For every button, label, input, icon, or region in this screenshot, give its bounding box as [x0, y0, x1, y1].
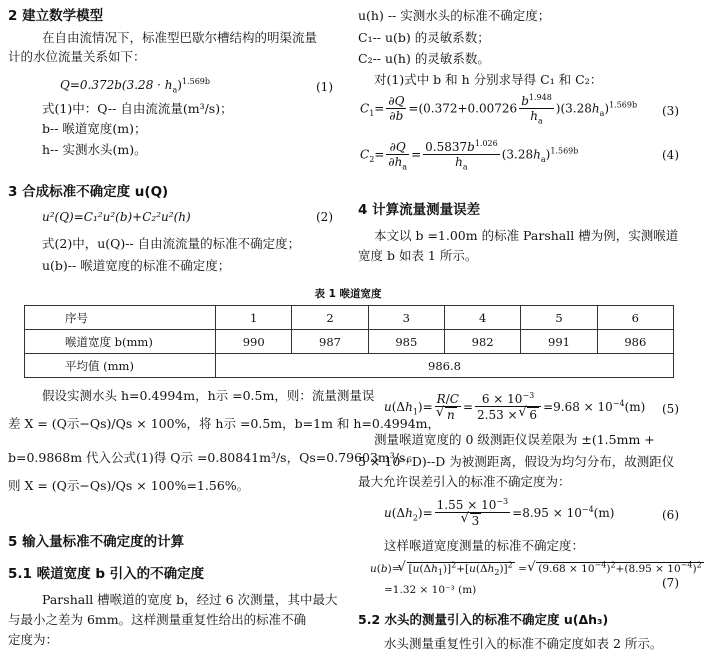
equation-number: (4) [662, 148, 679, 162]
section-5-title: 5 输入量标准不确定度的计算 [8, 534, 185, 550]
table-cell: 3 [368, 306, 444, 330]
table-cell: 986.8 [216, 354, 674, 378]
paragraph-line: 宽度 b 如表 1 所示。 [358, 248, 478, 263]
equation-1-exponent: 1.569b [181, 77, 210, 86]
table-cell: 991 [521, 330, 597, 354]
definition-line: C₂-- u(h) 的灵敏系数。 [358, 51, 490, 66]
paragraph-line: 则 X = (Q示−Qs)/Qs × 100%=1.56%。 [8, 478, 250, 493]
table-row [25, 306, 674, 330]
paragraph-line: b=0.9868m 代入公式(1)得 Q示 =0.80841m³/s，Qs=0.79603m³/s， [8, 450, 418, 465]
paragraph-line: 计的水位流量关系如下： [8, 49, 146, 64]
paragraph-line: 定度为： [8, 632, 59, 647]
equation-2: u²(Q)=C₁²u²(b)+C₂²u²(h) [42, 210, 191, 224]
paragraph-line: 与最小之差为 6mm。这样测量重复性给出的标准不确 [8, 612, 307, 627]
paragraph-line: 假设实测水头 h=0.4994m，h示 =0.5m，则：流量测量误 [42, 388, 375, 403]
table-cell: 982 [444, 330, 520, 354]
table-cell: 2 [292, 306, 368, 330]
paragraph-line: 5 × 10⁻⁶D)--D 为被测距离，假设为均匀分布，故测距仪 [358, 454, 675, 469]
definition-line: u(h) -- 实测水头的标准不确定度； [358, 8, 551, 23]
definition-line: 式(2)中，u(Q)-- 自由流流量的标准不确定度； [42, 236, 301, 251]
table-row-label: 平均值 (mm) [25, 354, 216, 378]
equation-1: $Q=0.372b(3.28 \cdot h_a)^{1.569b}$ [60, 77, 210, 95]
table-row [25, 330, 674, 354]
paragraph-line: 这样喉道宽度测量的标准不确定度： [384, 538, 585, 553]
table-row [25, 354, 674, 378]
definition-line: u(b)-- 喉道宽度的标准不确定度； [42, 258, 231, 273]
equation-7: u(b)=√ $[u(\Delta h_1)]^2+[u(\Delta h_2)]^2$ = √ $(9.68 \times 10^{-4})^2+(8.95 \times 10^{-4})^2$ [370, 562, 704, 576]
table-cell: 1 [216, 306, 292, 330]
equation-number: (2) [316, 210, 333, 224]
equation-number: (5) [662, 402, 679, 416]
section-3-title: 3 合成标准不确定度 u(Q) [8, 184, 169, 200]
table-cell: 4 [444, 306, 520, 330]
table-header-label: 序号 [25, 306, 216, 330]
paragraph-line: 最大允许误差引入的标准不确定度为： [358, 474, 571, 489]
paragraph-line: 对(1)式中 b 和 h 分别求导得 C₁ 和 C₂： [374, 72, 603, 87]
equation-number: (6) [662, 508, 679, 522]
definition-line: 式(1)中：Q-- 自由流流量(m³/s)； [42, 101, 233, 116]
section-4-title: 4 计算流量测量误差 [358, 202, 481, 218]
definition-line: b-- 喉道宽度(m)； [42, 121, 147, 136]
section-5-2-title: 5.2 水头的测量引入的标准不确定度 u(Δh₃) [358, 612, 609, 627]
paragraph-line: 差 X = (Q示−Qs)/Qs × 100%，将 h示 =0.5m，b=1m 和 h=0.4994m， [8, 416, 441, 431]
paragraph-line: Parshall 槽喉道的宽度 b，经过 6 次测量，其中最大 [42, 592, 338, 607]
table-cell: 985 [368, 330, 444, 354]
equation-number: (3) [662, 104, 679, 118]
equation-7-result: =1.32 × 10⁻³ (m) [384, 584, 477, 596]
table-cell: 986 [597, 330, 673, 354]
section-5-1-title: 5.1 喉道宽度 b 引入的不确定度 [8, 566, 205, 582]
equation-4: $C_2=$ $\frac{\partial Q}{\partial h_a}$ = $\frac{0.5837b^{1.026}}{h_a}$ $(3.28h_a)^{1.569b}$ [360, 139, 579, 172]
table-caption: 表 1 喉道宽度 [314, 288, 382, 300]
equation-6: $u(\Delta h_2)=$ $1.55 \times 10^{-3}$ √ 3 $=8.95 \times 10^{-4}(m)$ [384, 498, 614, 529]
table-cell: 987 [292, 330, 368, 354]
table-cell: 5 [521, 306, 597, 330]
table-1 [24, 305, 674, 378]
equation-number: (7) [662, 576, 679, 590]
table-cell: 990 [216, 330, 292, 354]
definition-line: h-- 实测水头(m)。 [42, 142, 147, 157]
equation-3: $C_1=$ $\frac{\partial Q}{\partial b}$ =(0.372+0.00726 $\frac{b^{1.948}}{h_a}$ )$(3.28h_a)^{1.569b}$ [360, 93, 638, 126]
definition-line: C₁-- u(b) 的灵敏系数； [358, 30, 490, 45]
table-cell: 6 [597, 306, 673, 330]
section-2-title: 2 建立数学模型 [8, 8, 104, 24]
equation-number: (1) [316, 80, 333, 94]
paragraph-line: 测量喉道宽度的 0 级测距仪误差限为 ±(1.5mm + [374, 432, 655, 447]
table-row-label: 喉道宽度 b(mm) [25, 330, 216, 354]
equation-1-body: Q=0.372b(3.28 · h [60, 78, 173, 92]
paragraph-line: 本文以 b =1.00m 的标准 Parshall 槽为例，实测喉道 [374, 228, 679, 243]
equation-5: $u(\Delta h_1)=$ R/C √ n = $\frac{6 \times 10^{-3}}{2.53 \times √ 6}$ $=9.68 \times 10^{-4}(m)$ [384, 392, 645, 423]
paragraph-line: 在自由流情况下，标准型巴歇尔槽结构的明渠流量 [42, 30, 318, 45]
paragraph-line: 水头测量重复性引入的标准不确定度如表 2 所示。 [384, 636, 663, 651]
